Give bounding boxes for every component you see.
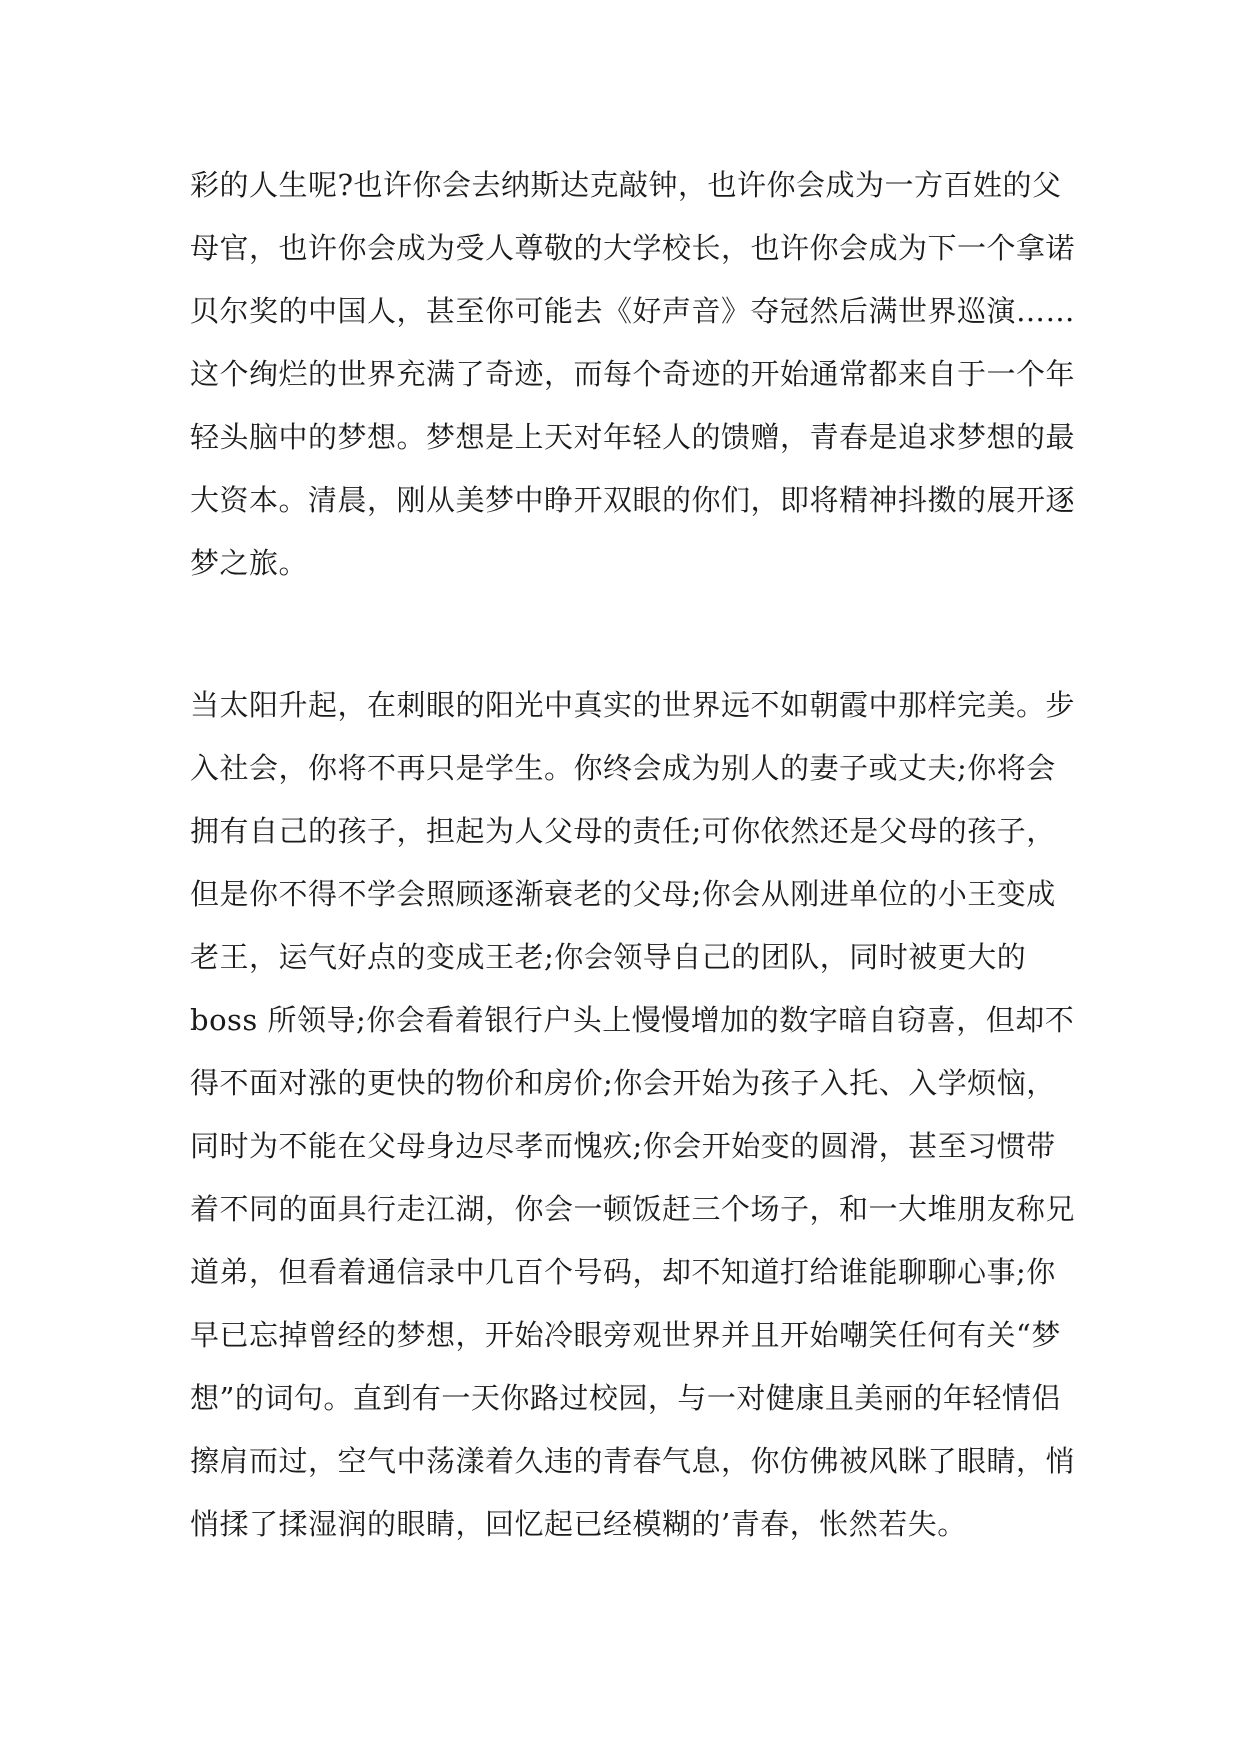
- paragraph-line: boss 所领导;你会看着银行户头上慢慢增加的数字暗自窃喜，但却不: [190, 1003, 1075, 1037]
- paragraph-line: 擦肩而过，空气中荡漾着久违的青春气息，你仿佛被风眯了眼睛，悄: [190, 1444, 1076, 1478]
- paragraph-line: 轻头脑中的梦想。梦想是上天对年轻人的馈赠，青春是追求梦想的最: [190, 420, 1076, 454]
- paragraph-line: 老王，运气好点的变成王老;你会领导自己的团队，同时被更大的: [190, 940, 1027, 974]
- paragraph-line: 拥有自己的孩子，担起为人父母的责任;可你依然还是父母的孩子，: [190, 814, 1056, 848]
- paragraph-1: [190, 160, 1076, 601]
- paragraph-2: [190, 680, 1076, 1562]
- paragraph-line: 入社会，你将不再只是学生。你终会成为别人的妻子或丈夫;你将会: [190, 751, 1056, 785]
- paragraph-line: 母官，也许你会成为受人尊敬的大学校长，也许你会成为下一个拿诺: [190, 231, 1076, 265]
- paragraph-line: 早已忘掉曾经的梦想，开始冷眼旁观世界并且开始嘲笑任何有关“梦: [190, 1318, 1061, 1352]
- paragraph-line: 但是你不得不学会照顾逐渐衰老的父母;你会从刚进单位的小王变成: [190, 877, 1056, 911]
- paragraph-line: 大资本。清晨，刚从美梦中睁开双眼的你们，即将精神抖擞的展开逐: [190, 483, 1076, 517]
- paragraph-line: 这个绚烂的世界充满了奇迹，而每个奇迹的开始通常都来自于一个年: [190, 357, 1076, 391]
- paragraph-line: 想”的词句。直到有一天你路过校园，与一对健康且美丽的年轻情侣: [190, 1381, 1061, 1415]
- paragraph-line: 着不同的面具行走江湖，你会一顿饭赶三个场子，和一大堆朋友称兄: [190, 1192, 1076, 1226]
- paragraph-line: 彩的人生呢?也许你会去纳斯达克敲钟，也许你会成为一方百姓的父: [190, 168, 1062, 202]
- paragraph-line: 悄揉了揉湿润的眼睛，回忆起已经模糊的’青春，怅然若失。: [190, 1507, 967, 1541]
- paragraph-line: 当太阳升起，在刺眼的阳光中真实的世界远不如朝霞中那样完美。步: [190, 688, 1076, 722]
- paragraph-line: 同时为不能在父母身边尽孝而愧疚;你会开始变的圆滑，甚至习惯带: [190, 1129, 1056, 1163]
- paragraph-line: 道弟，但看着通信录中几百个号码，却不知道打给谁能聊聊心事;你: [190, 1255, 1056, 1289]
- paragraph-line: 得不面对涨的更快的物价和房价;你会开始为孩子入托、入学烦恼，: [190, 1066, 1056, 1100]
- paragraph-line: 梦之旅。: [190, 546, 309, 580]
- paragraph-line: 贝尔奖的中国人，甚至你可能去《好声音》夺冠然后满世界巡演……: [190, 294, 1076, 328]
